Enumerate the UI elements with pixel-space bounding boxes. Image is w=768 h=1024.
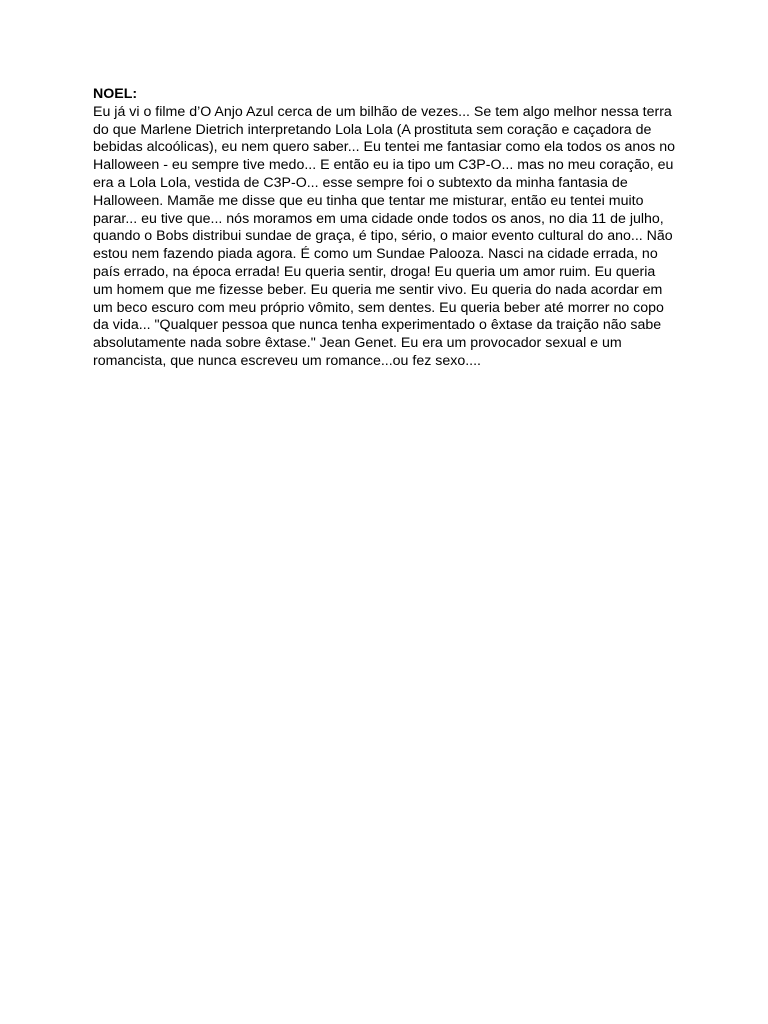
text-line-1: Eu já vi o filme d’O Anjo Azul cerca de um bilhão de vezes... Se tem algo melhor nessa terra	[93, 103, 672, 120]
text-line-9: estou nem fazendo piada agora. É como um Sundae Palooza. Nasci na cidade errada, no	[93, 246, 658, 263]
text-line-8: quando o Bobs distribui sundae de graça, é tipo, sério, o maior evento cultural do ano... Não	[93, 228, 673, 245]
text-line-12: um beco escuro com meu próprio vômito, sem dentes. Eu queria beber até morrer no copo	[93, 299, 664, 316]
text-line-7: parar... eu tive que... nós moramos em uma cidade onde todos os anos, no dia 11 de julho,	[93, 210, 664, 227]
text-line-15: romancista, que nunca escreveu um romance...ou fez sexo....	[93, 352, 481, 369]
text-line-3: bebidas alcoólicas), eu nem quero saber... Eu tentei me fantasiar como ela todos os anos no	[93, 139, 676, 156]
text-line-4: Halloween - eu sempre tive medo... E então eu ia tipo um C3P-O... mas no meu coração, eu	[93, 157, 674, 174]
monologue-text	[93, 104, 683, 371]
text-line-10: país errado, na época errada! Eu queria sentir, droga! Eu queria um amor ruim. Eu queria	[93, 263, 656, 280]
monologue-block	[93, 86, 683, 371]
text-line-14: absolutamente nada sobre êxtase." Jean Genet. Eu era um provocador sexual e um	[93, 335, 622, 352]
text-line-2: do que Marlene Dietrich interpretando Lola Lola (A prostituta sem coração e caçadora de	[93, 121, 652, 138]
text-line-13: da vida... "Qualquer pessoa que nunca tenha experimentado o êxtase da traição não sabe	[93, 317, 662, 334]
text-line-11: um homem que me fizesse beber. Eu queria me sentir vivo. Eu queria do nada acordar em	[93, 281, 663, 298]
text-line-6: Halloween. Mamãe me disse que eu tinha que tentar me misturar, então eu tentei muito	[93, 192, 644, 209]
speaker-name: NOEL:	[93, 86, 138, 102]
text-line-5: era a Lola Lola, vestida de C3P-O... esse sempre foi o subtexto da minha fantasia de	[93, 174, 628, 191]
